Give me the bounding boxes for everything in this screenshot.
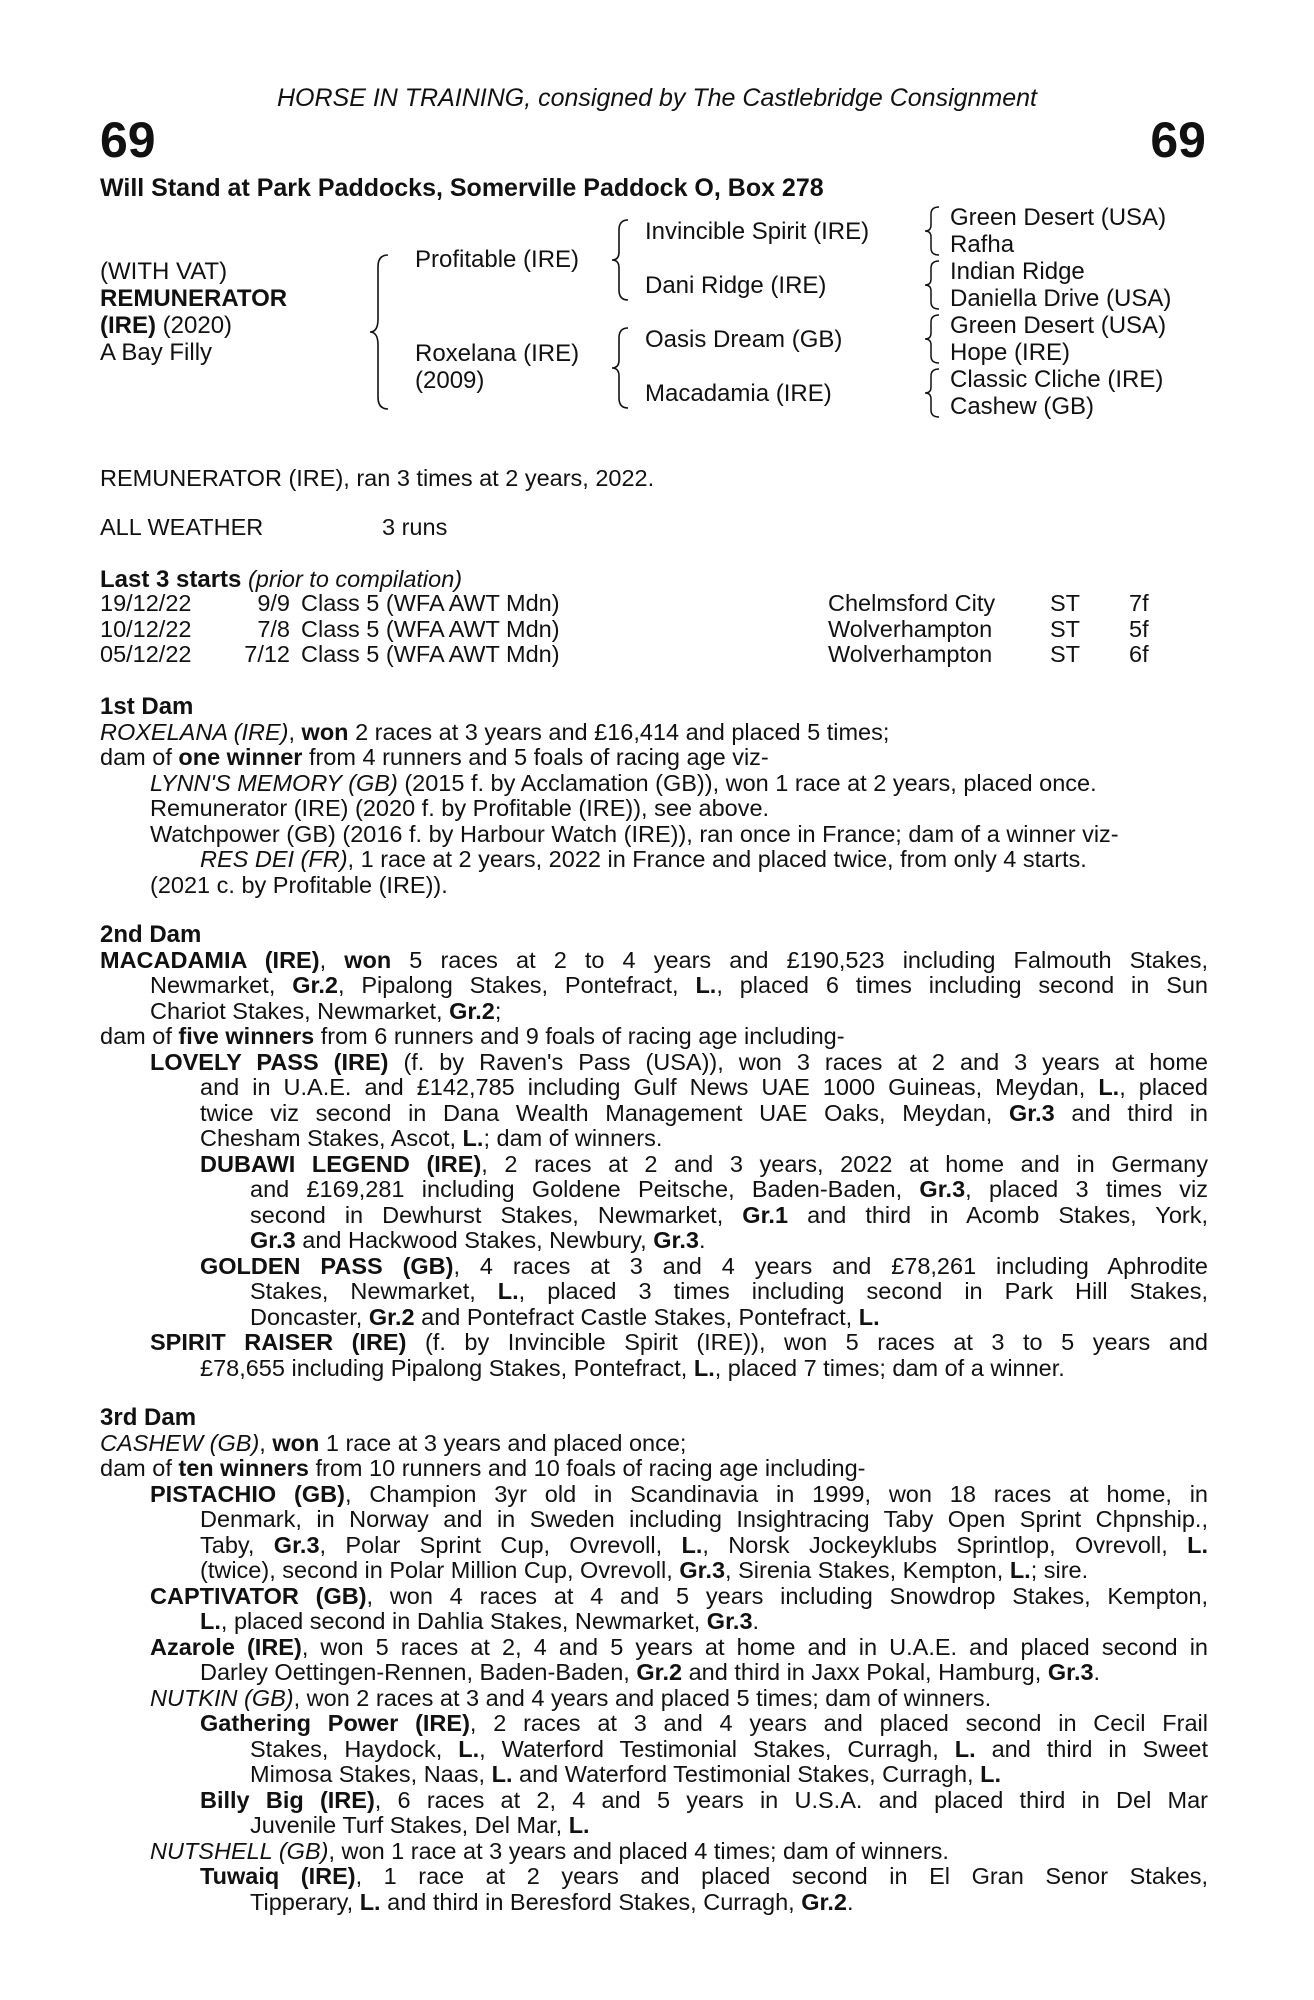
ancestor-2: Rafha	[950, 231, 1015, 258]
second-dam-heading: 2nd Dam	[100, 921, 202, 948]
page-header: HORSE IN TRAINING, consigned by The Castlebridge Consignment	[276, 84, 1038, 112]
sire-dam: Dani Ridge (IRE)	[645, 272, 827, 299]
lot-number-left: 69	[100, 112, 156, 168]
table-row: 05/12/22 7/12 Class 5 (WFA AWT Mdn) Wolverhampton ST 6f	[100, 641, 1149, 667]
lot-number-right: 69	[1150, 112, 1206, 168]
stand-location: Will Stand at Park Paddocks, Somerville Paddock O, Box 278	[100, 174, 824, 202]
dam-dam: Macadamia (IRE)	[645, 380, 832, 407]
third-dam-section: 3rd Dam CASHEW (GB), won 1 race at 3 years and placed once; dam of ten winners from 10 runners and 10 foals of racing age including- PISTACHIO (GB), Champion 3yr old in Scandinavia in 1999, won 18 races at home, in Denmark, in Norway and in Sweden including Insightracing Taby Open Sprint Chpnship., Taby, Gr.3, Polar Sprint Cup, Ovrevoll, L., Norsk Jockeyklubs Sprintlop, Ovrevoll, L. (twice), second in Polar Million Cup, Ovrevoll, Gr.3, Sirenia Stakes, Kempton, L.; sire. CAPTIVATOR (GB), won 4 races at 4 and 5 years including Snowdrop Stakes, Kempton, L., placed second in Dahlia Stakes, Newmarket, Gr.3. Azarole (IRE), won 5 races at 2, 4 and 5 years at home and in U.A.E. and placed second in Darley Oettingen-Rennen, Baden-Baden, Gr.2 and third in Jaxx Pokal, Hamburg, Gr.3. NUTKIN (GB), won 2 races at 3 and 4 years and placed 5 times; dam of winners. Gathering Power (IRE), 2 races at 3 and 4 years and placed second in Cecil Frail Stakes, Haydock, L., Waterford Testimonial Stakes, Curragh, L. and third in Sweet Mimosa Stakes, Naas, L. and Waterford Testimonial Stakes, Curragh, L. Billy Big (IRE), 6 races at 2, 4 and 5 years in U.S.A. and placed third in Del Mar Juvenile Turf Stakes, Del Mar, L. NUTSHELL (GB), won 1 race at 3 years and placed 4 times; dam of winners. Tuwaiq (IRE), 1 race at 2 years and placed second in El Gran Senor Stakes, Tipperary, L. and third in Beresford Stakes, Curragh, Gr.2.	[100, 1404, 1209, 1915]
ancestor-5: Green Desert (USA)	[950, 312, 1167, 339]
sire-parents-brace	[610, 218, 632, 302]
dam-year: (2009)	[415, 367, 485, 394]
ancestor-1: Green Desert (USA)	[950, 204, 1167, 231]
dam-parents-brace	[610, 326, 632, 410]
all-weather-runs: 3 runs	[382, 514, 448, 540]
horse-origin: (IRE) (2020)	[100, 312, 233, 339]
brace-g1	[923, 205, 943, 257]
ancestor-3: Indian Ridge	[950, 258, 1085, 285]
table-row: 19/12/22 9/9 Class 5 (WFA AWT Mdn) Chelmsford City ST 7f	[100, 590, 1149, 616]
last-starts-table	[100, 591, 1149, 668]
horse-name: REMUNERATOR	[100, 285, 288, 312]
all-weather-label: ALL WEATHER	[100, 514, 264, 540]
sire-sire: Invincible Spirit (IRE)	[645, 218, 870, 245]
ancestor-4: Daniella Drive (USA)	[950, 285, 1172, 312]
brace-g4	[923, 367, 943, 419]
brace-g3	[923, 313, 943, 365]
second-dam-section: 2nd Dam MACADAMIA (IRE), won 5 races at 2 to 4 years and £190,523 including Falmouth Stakes, Newmarket, Gr.2, Pipalong Stakes, Pontefract, L., placed 6 times including second in Sun Chariot Stakes, Newmarket, Gr.2; dam of five winners from 6 runners and 9 foals of racing age including- LOVELY PASS (IRE) (f. by Raven's Pass (USA)), won 3 races at 2 and 3 years at home and in U.A.E. and £142,785 including Gulf News UAE 1000 Guineas, Meydan, L., placed twice viz second in Dana Wealth Management UAE Oaks, Meydan, Gr.3 and third in Chesham Stakes, Ascot, L.; dam of winners. DUBAWI LEGEND (IRE), 2 races at 2 and 3 years, 2022 at home and in Germany and £169,281 including Goldene Peitsche, Baden-Baden, Gr.3, placed 3 times viz second in Dewhurst Stakes, Newmarket, Gr.1 and third in Acomb Stakes, York, Gr.3 and Hackwood Stakes, Newbury, Gr.3. GOLDEN PASS (GB), 4 races at 3 and 4 years and £78,261 including Aphrodite Stakes, Newmarket, L., placed 3 times including second in Park Hill Stakes, Doncaster, Gr.2 and Pontefract Castle Stakes, Pontefract, L. SPIRIT RAISER (IRE) (f. by Invincible Spirit (IRE)), won 5 races at 3 to 5 years and £78,655 including Pipalong Stakes, Pontefract, L., placed 7 times; dam of a winner.	[100, 921, 1209, 1381]
horse-description: A Bay Filly	[100, 339, 213, 366]
first-dam-heading: 1st Dam	[100, 693, 194, 720]
dam: Roxelana (IRE)	[415, 340, 580, 367]
first-dam-section: 1st Dam ROXELANA (IRE), won 2 races at 3 years and £16,414 and placed 5 times; dam of one winner from 4 runners and 5 foals of racing age viz- LYNN'S MEMORY (GB) (2015 f. by Acclamation (GB)), won 1 race at 2 years, placed once. Remunerator (IRE) (2020 f. by Profitable (IRE)), see above. Watchpower (GB) (2016 f. by Harbour Watch (IRE)), ran once in France; dam of a winner viz- RES DEI (FR), 1 race at 2 years, 2022 in France and placed twice, from only 4 starts. (2021 c. by Profitable (IRE)).	[100, 694, 1208, 898]
ancestor-6: Hope (IRE)	[950, 339, 1071, 366]
last-starts-heading: Last 3 starts (prior to compilation)	[100, 566, 463, 593]
ancestor-8: Cashew (GB)	[950, 393, 1095, 420]
sire: Profitable (IRE)	[415, 246, 580, 273]
ancestor-7: Classic Cliche (IRE)	[950, 366, 1164, 393]
brace-g2	[923, 259, 943, 311]
race-summary: REMUNERATOR (IRE), ran 3 times at 2 years, 2022.	[100, 465, 655, 491]
dam-sire: Oasis Dream (GB)	[645, 326, 843, 353]
sire-dam-brace	[368, 253, 394, 411]
table-row: 10/12/22 7/8 Class 5 (WFA AWT Mdn) Wolverhampton ST 5f	[100, 615, 1149, 642]
vat-note: (WITH VAT)	[100, 258, 228, 285]
third-dam-heading: 3rd Dam	[100, 1404, 197, 1431]
